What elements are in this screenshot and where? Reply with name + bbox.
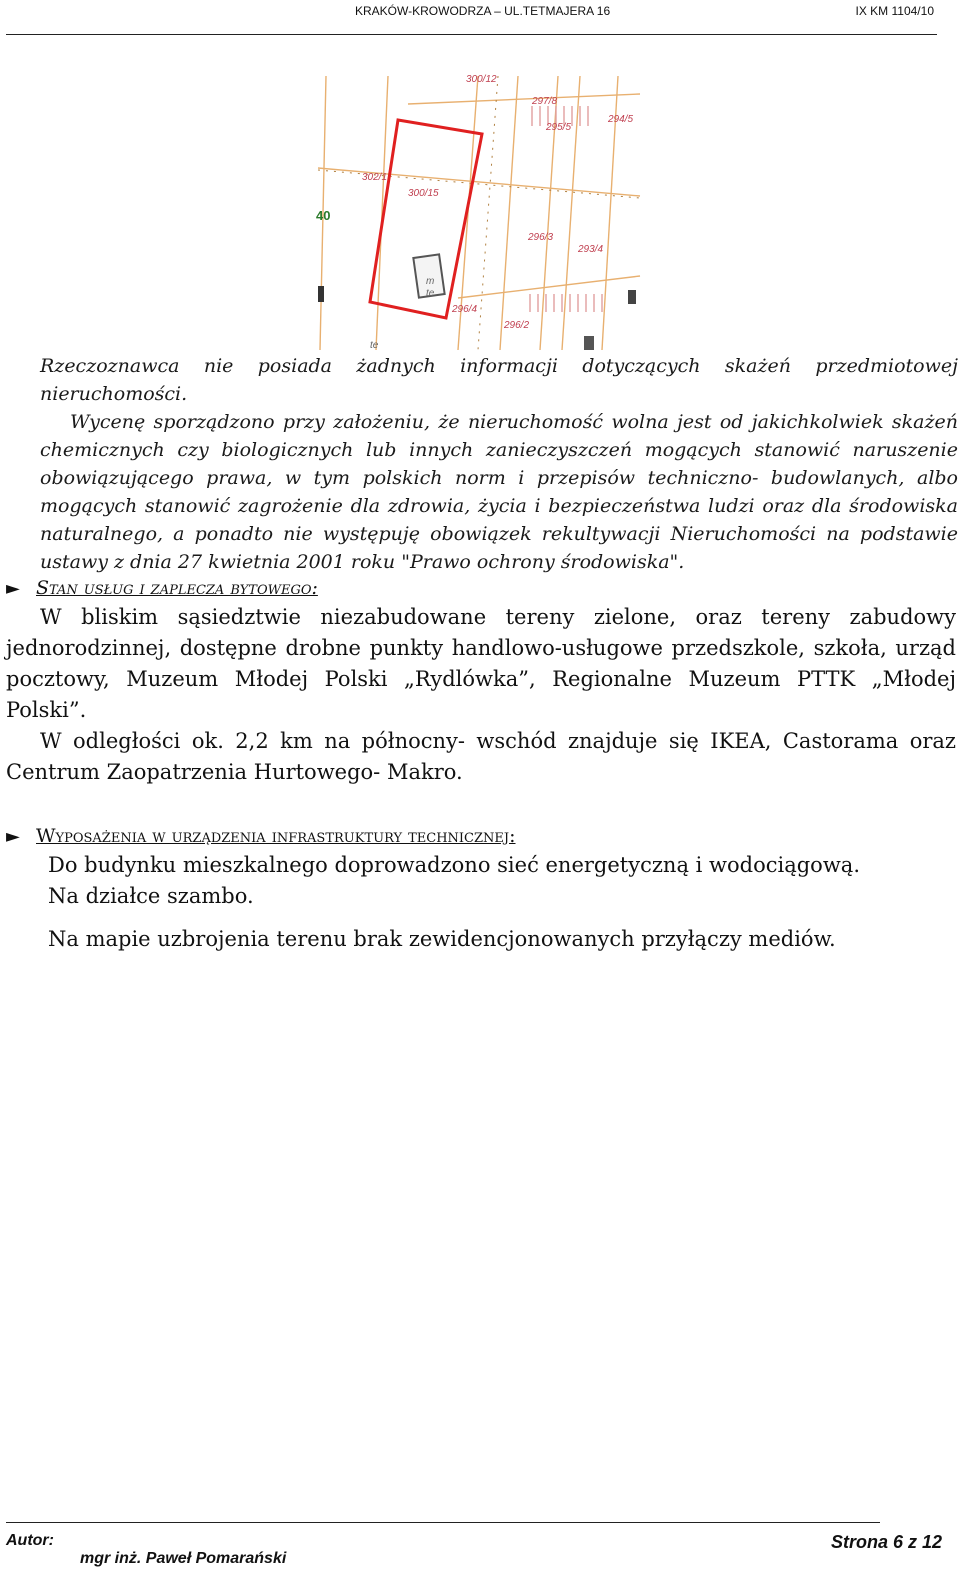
contamination-statement: Rzeczoznawca nie posiada żadnych informacji dotyczących skażeń przedmiotowej nieruchomości. bbox=[40, 355, 958, 405]
header-rule bbox=[6, 34, 937, 35]
footer-rule bbox=[6, 1522, 880, 1523]
map-label: te bbox=[426, 288, 435, 299]
header-case-number: IX KM 1104/10 bbox=[855, 4, 934, 18]
services-section bbox=[6, 574, 956, 788]
map-label: 294/5 bbox=[608, 114, 634, 125]
infrastructure-heading: Wyposażenia w urządzenia infrastruktury technicznej: bbox=[36, 825, 516, 847]
contamination-assumption: Wycenę sporządzono przy założeniu, że nieruchomość wolna jest od jakichkolwiek skażeń chemicznych czy biologicznych lub innych zanieczyszczeń mogących stanowić naruszenie obowiązującego prawa, w tym polskich norm i przepisów techniczno- budowlanych, albo mogących stanowić zagrożenie dla zdrowia, życia i bezpieczeństwa ludzi oraz dla środowiska naturalnego, a ponadto nie występuję obowiązek rekultywacji Nieruchomości na podstawie ustawy z dnia 27 kwietnia 2001 roku "Prawo ochrony środowiska". bbox=[40, 411, 958, 573]
cadastral-map-svg bbox=[318, 76, 640, 350]
services-paragraph-1: W bliskim sąsiedztwie niezabudowane tereny zielone, oraz tereny zabudowy jednorodzinnej, dostępne drobne punkty handlowo-usługowe przedszkole, szkoła, urząd pocztowy, Muzeum Młodej Polski „Rydlówka”, Regionalne Muzeum PTTK „Młodej Polski”. bbox=[6, 605, 956, 722]
map-label: 300/15 bbox=[408, 188, 439, 199]
footer-author-label: Autor: bbox=[6, 1532, 54, 1549]
infrastructure-heading-row bbox=[6, 822, 956, 850]
page-header bbox=[0, 0, 960, 36]
map-label: te bbox=[370, 340, 379, 351]
infrastructure-line-3: Na mapie uzbrojenia terenu brak zewidencjonowanych przyłączy mediów. bbox=[48, 927, 836, 951]
header-title: KRAKÓW-KROWODRZA – UL.TETMAJERA 16 bbox=[355, 4, 611, 18]
map-label: 300/12 bbox=[466, 74, 497, 85]
map-label: 296/3 bbox=[528, 232, 554, 243]
map-label: m bbox=[426, 276, 435, 287]
bullet-arrow-icon: ► bbox=[6, 826, 20, 847]
infrastructure-line-2: Na działce szambo. bbox=[48, 884, 254, 908]
map-label: 295/5 bbox=[546, 122, 572, 133]
services-heading-row bbox=[6, 574, 956, 602]
services-heading: Stan usług i zaplecza bytowego: bbox=[36, 577, 318, 599]
infrastructure-section bbox=[6, 822, 956, 955]
contamination-paragraph bbox=[40, 352, 958, 576]
map-label: 296/2 bbox=[504, 320, 530, 331]
map-label: 293/4 bbox=[578, 244, 604, 255]
map-label: 297/8 bbox=[532, 96, 558, 107]
bullet-arrow-icon: ► bbox=[6, 578, 20, 599]
map-label: 40 bbox=[316, 208, 331, 223]
cadastral-map bbox=[318, 76, 640, 350]
services-paragraph-2: W odległości ok. 2,2 km na północny- wschód znajduje się IKEA, Castorama oraz Centrum Zaopatrzenia Hurtowego- Makro. bbox=[6, 729, 956, 784]
infrastructure-line-1: Do budynku mieszkalnego doprowadzono sieć energetyczną i wodociągową. bbox=[48, 853, 860, 877]
footer-page-number: Strona 6 z 12 bbox=[830, 1532, 942, 1552]
map-label: 302/1 bbox=[362, 172, 388, 183]
map-label: 296/4 bbox=[452, 304, 478, 315]
services-body bbox=[6, 602, 956, 788]
footer-author-name: mgr inż. Paweł Pomarański bbox=[80, 1550, 287, 1567]
